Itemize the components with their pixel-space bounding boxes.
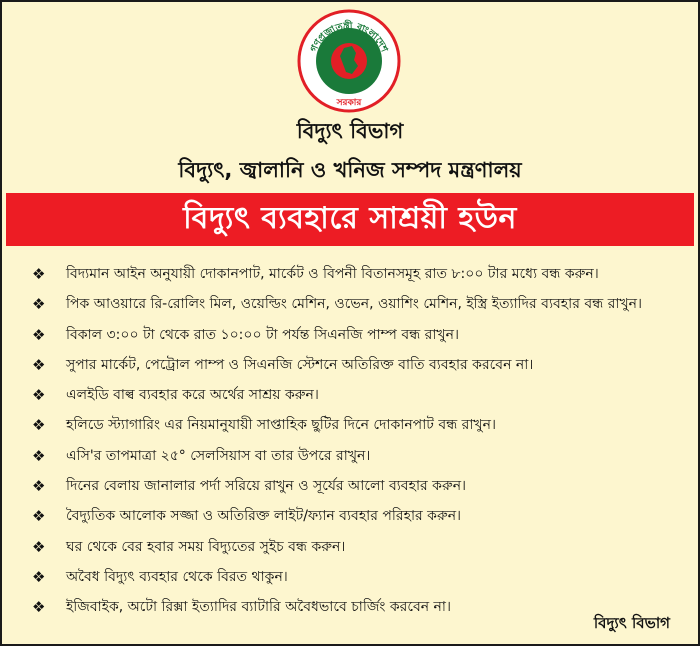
- list-item: ❖ বিকাল ৩:০০ টা থেকে রাত ১০:০০ টা পর্যন্ত সিএনজি পাম্প বন্ধ রাখুন।: [32, 325, 459, 344]
- diamond-bullet-icon: ❖: [32, 295, 46, 314]
- diamond-bullet-icon: ❖: [32, 537, 46, 556]
- diamond-bullet-icon: ❖: [32, 507, 46, 526]
- list-item: ❖ পিক আওয়ারে রি-রোলিং মিল, ওয়েল্ডিং মেশিন, ওভেন, ওয়াশিং মেশিন, ইস্ত্রি ইত্যাদির ব্যবহার বন্ধ রাখুন।: [32, 295, 643, 314]
- headline-banner: [6, 193, 694, 246]
- department-title: বিদ্যুৎ বিভাগ: [296, 119, 404, 143]
- diamond-bullet-icon: ❖: [32, 416, 46, 435]
- list-item: ❖ সুপার মার্কেট, পেট্রোল পাম্প ও সিএনজি স্টেশনে অতিরিক্ত বাতি ব্যবহার করবেন না।: [32, 355, 534, 374]
- list-item: ❖ এসি'র তাপমাত্রা ২৫° সেলসিয়াস বা তার উপরে রাখুন।: [32, 446, 371, 465]
- list-item: ❖ বৈদ্যুতিক আলোক সজ্জা ও অতিরিক্ত লাইট/ফ্যান ব্যবহার পরিহার করুন।: [32, 507, 462, 526]
- headline-text: বিদ্যুৎ ব্যবহারে সাশ্রয়ী হউন: [183, 201, 517, 236]
- footer-signature: বিদ্যুৎ বিভাগ: [593, 614, 670, 632]
- diamond-bullet-icon: ❖: [32, 386, 46, 405]
- list-item: ❖ অবৈধ বিদ্যুৎ ব্যবহার থেকে বিরত থাকুন।: [32, 567, 288, 586]
- list-item: ❖ ঘর থেকে বের হবার সময় বিদ্যুতের সুইচ বন্ধ করুন।: [32, 537, 346, 556]
- diamond-bullet-icon: ❖: [32, 355, 46, 374]
- list-item: ❖ দিনের বেলায় জানালার পর্দা সরিয়ে রাখুন ও সূর্যের আলো ব্যবহার করুন।: [32, 477, 467, 496]
- diamond-bullet-icon: ❖: [32, 325, 46, 344]
- list-item: ❖ বিদ্যমান আইন অনুযায়ী দোকানপাট, মার্কেট ও বিপনী বিতানসমূহ রাত ৮:০০ টার মধ্যে বন্ধ করুন।: [32, 265, 599, 283]
- diamond-bullet-icon: ❖: [32, 446, 46, 465]
- list-item: ❖ এলইডি বাল্ব ব্যবহার করে অর্থের সাশ্রয় করুন।: [32, 386, 319, 405]
- seal-bottom-text: সরকার: [336, 98, 362, 108]
- government-seal-icon: [294, 8, 404, 114]
- list-item: ❖ হলিডে স্ট্যাগারিং এর নিয়মানুযায়ী সাপ্তাহিক ছুটির দিনে দোকানপাট বন্ধ রাখুন।: [32, 416, 496, 435]
- ministry-title: বিদ্যুৎ, জ্বালানি ও খনিজ সম্পদ মন্ত্রণালয়: [178, 158, 522, 182]
- advice-list: [2, 264, 698, 628]
- diamond-bullet-icon: ❖: [32, 598, 46, 617]
- diamond-bullet-icon: ❖: [32, 567, 46, 586]
- diamond-bullet-icon: ❖: [32, 265, 46, 283]
- list-item: ❖ ইজিবাইক, অটো রিক্সা ইত্যাদির ব্যাটারি অবৈধভাবে চার্জিং করবেন না।: [32, 598, 451, 617]
- diamond-bullet-icon: ❖: [32, 477, 46, 496]
- seal-arc-text: গণপ্রজাতন্ত্রী বাংলাদেশ: [308, 20, 390, 54]
